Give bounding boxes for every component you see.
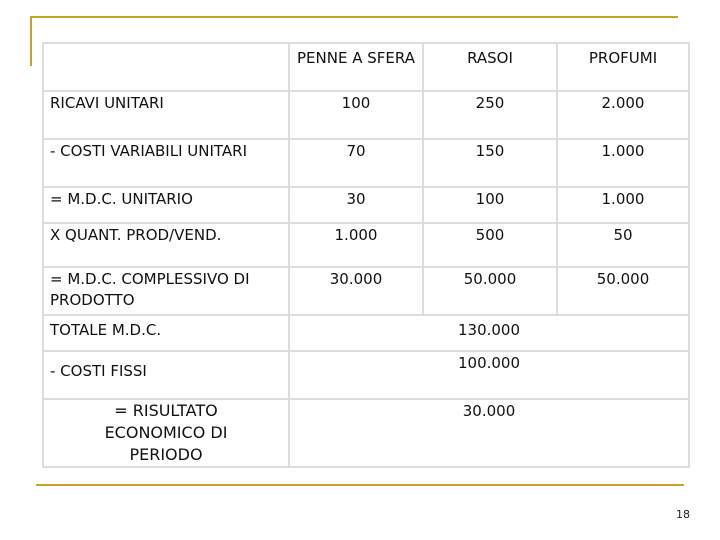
row-value: 1.000 bbox=[558, 188, 688, 222]
row-value: 50.000 bbox=[424, 268, 556, 314]
row-value: 100 bbox=[424, 188, 556, 222]
page-number: 18 bbox=[676, 508, 690, 521]
summary-value: 30.000 bbox=[290, 400, 688, 466]
row-label: - COSTI VARIABILI UNITARI bbox=[44, 140, 288, 186]
row-label: X QUANT. PROD/VEND. bbox=[44, 224, 288, 266]
header-rasoi: RASOI bbox=[424, 44, 556, 90]
row-value: 70 bbox=[290, 140, 422, 186]
row-value: 500 bbox=[424, 224, 556, 266]
row-value: 2.000 bbox=[558, 92, 688, 138]
header-profumi: PROFUMI bbox=[558, 44, 688, 90]
summary-value: 100.000 bbox=[290, 352, 688, 398]
summary-label: = RISULTATO ECONOMICO DI PERIODO bbox=[44, 400, 288, 466]
row-value: 100 bbox=[290, 92, 422, 138]
bottom-decorative-line bbox=[36, 484, 684, 486]
row-label: = M.D.C. COMPLESSIVO DI PRODOTTO bbox=[44, 268, 288, 314]
margin-table bbox=[42, 42, 690, 468]
row-value: 150 bbox=[424, 140, 556, 186]
header-penne: PENNE A SFERA bbox=[290, 44, 422, 90]
row-label: = M.D.C. UNITARIO bbox=[44, 188, 288, 222]
row-label: RICAVI UNITARI bbox=[44, 92, 288, 138]
header-empty-cell bbox=[44, 44, 288, 90]
row-value: 50 bbox=[558, 224, 688, 266]
row-value: 30 bbox=[290, 188, 422, 222]
left-decorative-line bbox=[30, 16, 32, 66]
top-decorative-line bbox=[30, 16, 678, 18]
row-value: 50.000 bbox=[558, 268, 688, 314]
row-value: 250 bbox=[424, 92, 556, 138]
summary-label: - COSTI FISSI bbox=[44, 352, 288, 398]
row-value: 1.000 bbox=[290, 224, 422, 266]
summary-value: 130.000 bbox=[290, 316, 688, 350]
row-value: 30.000 bbox=[290, 268, 422, 314]
summary-label: TOTALE M.D.C. bbox=[44, 316, 288, 350]
row-value: 1.000 bbox=[558, 140, 688, 186]
